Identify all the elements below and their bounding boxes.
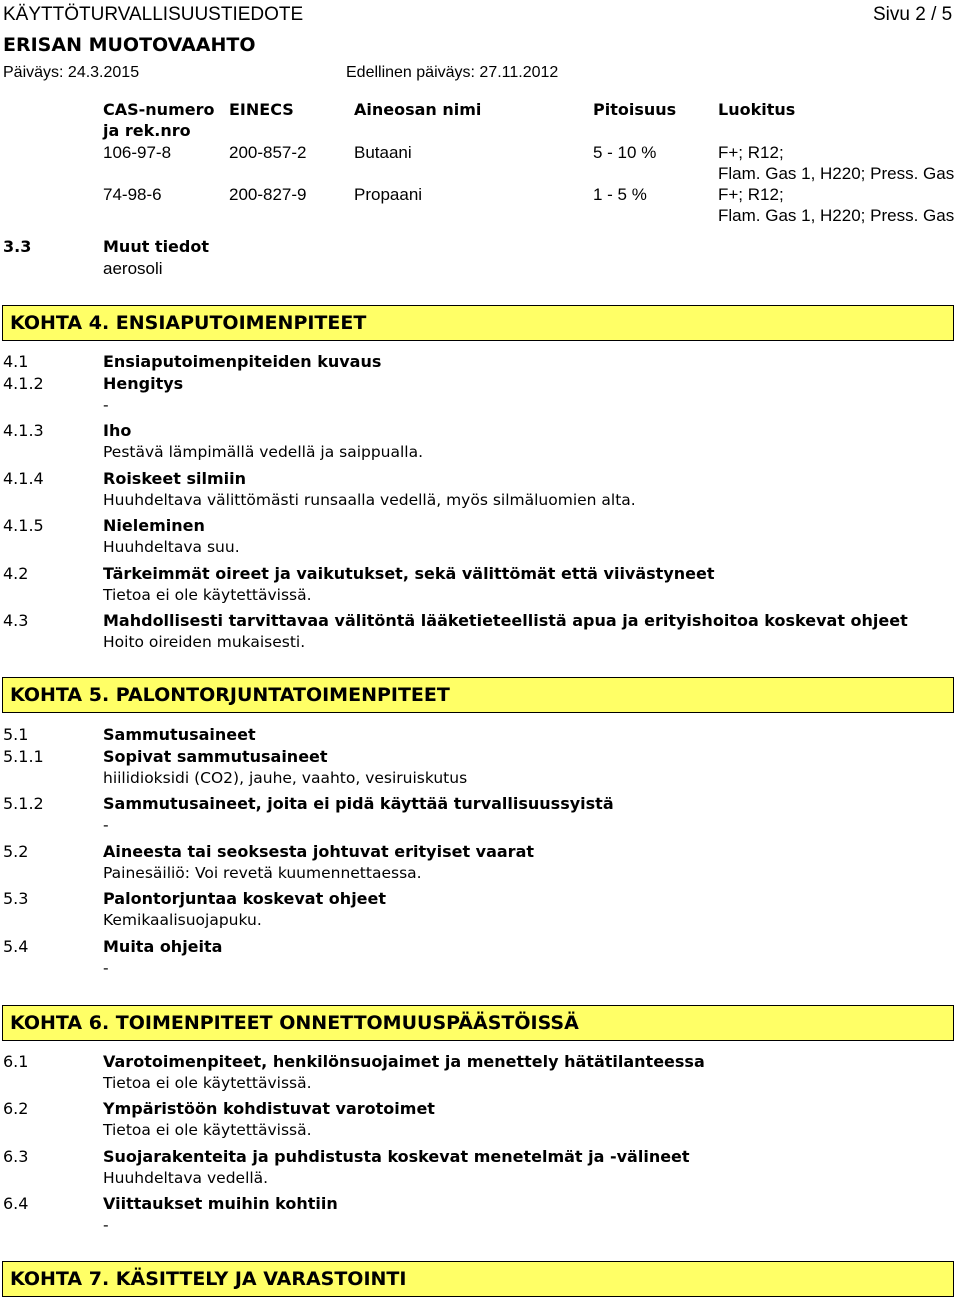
s415-number: 4.1.5 xyxy=(3,516,44,535)
s62-text: Tietoa ei ole käytettävissä. xyxy=(103,1121,312,1139)
row1-class: F+; R12; xyxy=(718,143,784,162)
s54-number: 5.4 xyxy=(3,937,29,956)
s54-label: Muita ohjeita xyxy=(103,937,223,956)
row2-name: Propaani xyxy=(354,185,423,204)
s53-number: 5.3 xyxy=(3,889,29,908)
s43-number: 4.3 xyxy=(3,611,29,630)
s42-text: Tietoa ei ole käytettävissä. xyxy=(103,586,312,604)
s51-label: Sammutusaineet xyxy=(103,725,256,744)
section-6-title: KOHTA 6. TOIMENPITEET ONNETTOMUUSPÄÄSTÖISSÄ xyxy=(10,1012,579,1034)
s33-number: 3.3 xyxy=(3,237,32,256)
s61-text: Tietoa ei ole käytettävissä. xyxy=(103,1074,312,1092)
row2-content: 1 - 5 % xyxy=(593,185,647,204)
s62-number: 6.2 xyxy=(3,1099,29,1118)
s62-label: Ympäristöön kohdistuvat varotoimet xyxy=(103,1099,435,1118)
section-4-banner xyxy=(2,305,954,341)
page-number: Sivu 2 / 5 xyxy=(873,4,953,25)
s413-number: 4.1.3 xyxy=(3,421,44,440)
s512-number: 5.1.2 xyxy=(3,794,44,813)
s33-label: Muut tiedot xyxy=(103,237,209,256)
s43-label: Mahdollisesti tarvittavaa välitöntä lääketieteellistä apua ja erityishoitoa koskevat ohjeet xyxy=(103,611,908,630)
s64-number: 6.4 xyxy=(3,1194,29,1213)
product-name: ERISAN MUOTOVAAHTO xyxy=(3,34,256,56)
s512-text: - xyxy=(103,816,109,834)
row2-einecs: 200-827-9 xyxy=(229,185,307,204)
s511-number: 5.1.1 xyxy=(3,747,44,766)
s61-number: 6.1 xyxy=(3,1052,29,1071)
section-6-banner xyxy=(2,1005,954,1041)
section-5-banner xyxy=(2,677,954,713)
col-name: Aineosan nimi xyxy=(354,100,482,119)
s64-text: - xyxy=(103,1216,109,1234)
s412-label: Hengitys xyxy=(103,374,184,393)
row1-content: 5 - 10 % xyxy=(593,143,657,162)
s415-text: Huuhdeltava suu. xyxy=(103,538,240,556)
previous-date: Edellinen päiväys: 27.11.2012 xyxy=(346,64,559,81)
col-content: Pitoisuus xyxy=(593,100,677,119)
section-7-title: KOHTA 7. KÄSITTELY JA VARASTOINTI xyxy=(10,1268,407,1290)
s414-text: Huuhdeltava välittömästi runsaalla vedellä, myös silmäluomien alta. xyxy=(103,491,636,509)
row1-name: Butaani xyxy=(354,143,412,162)
s42-number: 4.2 xyxy=(3,564,29,583)
s52-text: Painesäiliö: Voi revetä kuumennettaessa. xyxy=(103,864,422,882)
row2-cas: 74-98-6 xyxy=(103,185,162,204)
col-cas: CAS-numero xyxy=(103,100,215,119)
s52-label: Aineesta tai seoksesta johtuvat erityiset vaarat xyxy=(103,842,535,861)
s63-text: Huuhdeltava vedellä. xyxy=(103,1169,269,1187)
col-classification: Luokitus xyxy=(718,100,796,119)
s511-text: hiilidioksidi (CO2), jauhe, vaahto, vesiruiskutus xyxy=(103,769,468,787)
document-title: KÄYTTÖTURVALLISUUSTIEDOTE xyxy=(3,4,304,25)
s61-label: Varotoimenpiteet, henkilönsuojaimet ja menettely hätätilanteessa xyxy=(103,1052,705,1071)
col-einecs: EINECS xyxy=(229,100,294,119)
s43-text: Hoito oireiden mukaisesti. xyxy=(103,633,306,651)
section-5-title: KOHTA 5. PALONTORJUNTATOIMENPITEET xyxy=(10,684,450,706)
s414-number: 4.1.4 xyxy=(3,469,44,488)
row2-class-line2: Flam. Gas 1, H220; Press. Gas xyxy=(718,206,955,225)
s41-number: 4.1 xyxy=(3,352,29,371)
s52-number: 5.2 xyxy=(3,842,29,861)
s413-label: Iho xyxy=(103,421,132,440)
s51-number: 5.1 xyxy=(3,725,29,744)
s415-label: Nieleminen xyxy=(103,516,205,535)
section-4-title: KOHTA 4. ENSIAPUTOIMENPITEET xyxy=(10,312,367,334)
s63-label: Suojarakenteita ja puhdistusta koskevat menetelmät ja -välineet xyxy=(103,1147,690,1166)
s412-number: 4.1.2 xyxy=(3,374,44,393)
s64-label: Viittaukset muihin kohtiin xyxy=(103,1194,338,1213)
row1-cas: 106-97-8 xyxy=(103,143,172,162)
s412-text: - xyxy=(103,396,109,414)
col-cas-line2: ja rek.nro xyxy=(103,121,191,140)
row1-class-line2: Flam. Gas 1, H220; Press. Gas xyxy=(718,164,955,183)
s413-text: Pestävä lämpimällä vedellä ja saippualla. xyxy=(103,443,424,461)
issue-date: Päiväys: 24.3.2015 xyxy=(3,64,140,81)
s53-label: Palontorjuntaa koskevat ohjeet xyxy=(103,889,387,908)
row2-class: F+; R12; xyxy=(718,185,784,204)
s53-text: Kemikaalisuojapuku. xyxy=(103,911,262,929)
s63-number: 6.3 xyxy=(3,1147,29,1166)
s41-label: Ensiaputoimenpiteiden kuvaus xyxy=(103,352,382,371)
s33-text: aerosoli xyxy=(103,259,163,278)
s414-label: Roiskeet silmiin xyxy=(103,469,246,488)
s512-label: Sammutusaineet, joita ei pidä käyttää turvallisuussyistä xyxy=(103,794,614,813)
s42-label: Tärkeimmät oireet ja vaikutukset, sekä välittömät että viivästyneet xyxy=(103,564,715,583)
row1-einecs: 200-857-2 xyxy=(229,143,307,162)
section-7-banner xyxy=(2,1261,954,1297)
s511-label: Sopivat sammutusaineet xyxy=(103,747,328,766)
s54-text: - xyxy=(103,959,109,977)
